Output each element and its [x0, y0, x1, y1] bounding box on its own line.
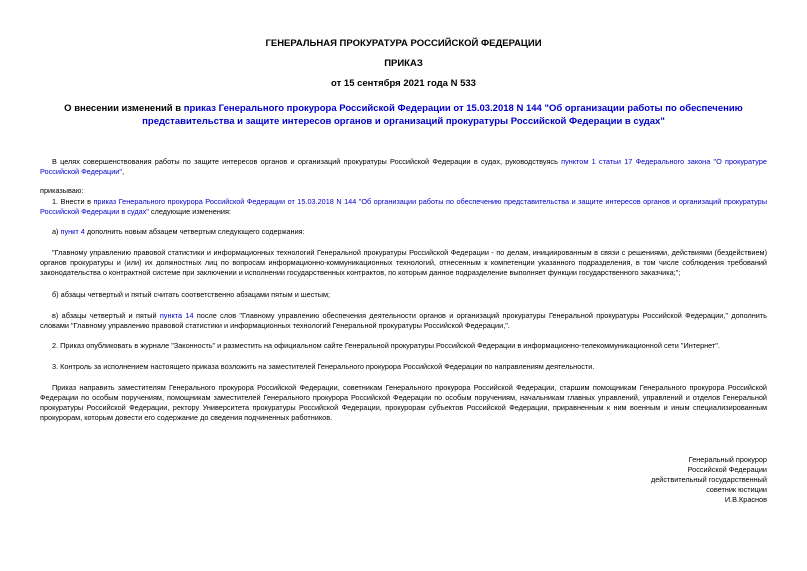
law-link[interactable]: пунктом 1 статьи 17 Федерального закона "О прокуратуре Российской Федерации" — [40, 157, 767, 176]
subject-link[interactable]: приказ Генерального прокурора Российской Федерации от 15.03.2018 N 144 "Об организации работы по обеспечению представительства и защите интересов органов и организаций прокуратуры Российской Федерации в судах" — [142, 103, 743, 127]
signature-name: И.В.Краснов — [724, 495, 767, 504]
preamble-end: , — [121, 167, 124, 176]
order-144-link[interactable]: приказ Генерального прокурора Российской Федерации от 15.03.2018 N 144 "Об организации работы по обеспечению представительства и защите интересов органов и организаций прокуратуры Российской Федерации в судах" — [40, 197, 767, 216]
item-3: 3. Контроль за исполнением настоящего приказа возложить на заместителей Генерального прокурора Российской Федерации по направлениям деятельности. — [52, 362, 595, 371]
org-title: ГЕНЕРАЛЬНАЯ ПРОКУРАТУРА РОССИЙСКОЙ ФЕДЕРАЦИИ — [265, 38, 542, 49]
doc-date-number: от 15 сентября 2021 года N 533 — [331, 78, 476, 89]
item-1 — [40, 197, 767, 217]
item-v — [40, 311, 767, 331]
signature-line-1: Генеральный прокурор — [688, 455, 767, 464]
item-1-prefix: 1. Внести в — [52, 197, 94, 206]
preamble-text: В целях совершенствования работы по защите интересов органов и организаций прокуратуры Российской Федерации в судах, руководствуясь — [52, 157, 562, 166]
distribution: Приказ направить заместителям Генерального прокурора Российской Федерации, советникам Генерального прокурора Российской Федерации, старшим помощникам Генерального прокурора Российской Федерации по особым поручениям, помощникам заместителей Генерального прокурора Российской Федерации по особым поручениям, начальникам главных управлений, управлений и отделов Генеральной прокуратуры Российской Федерации, ректору Университета прокуратуры Российской Федерации, прокурорам субъектов Российской Федерации, приравненным к ним военным и иным специализированным прокурорам, которым довести его содержание до сведения подчиненных работников. — [40, 383, 767, 422]
doc-type: ПРИКАЗ — [384, 58, 423, 69]
punkt-14-link[interactable]: пункта 14 — [159, 311, 194, 320]
doc-subject — [30, 103, 777, 128]
item-1-suffix: следующие изменения: — [148, 207, 231, 216]
subject-prefix: О внесении изменений в — [64, 103, 184, 114]
signature-line-3: действительный государственный — [650, 475, 767, 484]
punkt-4-link[interactable]: пункт 4 — [60, 227, 85, 236]
item-2: 2. Приказ опубликовать в журнале "Законность" и разместить на официальном сайте Генеральной прокуратуры Российской Федерации в информационно-телекоммуникационной сети "Интернет". — [52, 341, 720, 350]
item-b: б) абзацы четвертый и пятый считать соответственно абзацами пятым и шестым; — [52, 290, 330, 299]
item-a — [40, 227, 767, 237]
item-a-suffix: дополнить новым абзацем четвертым следующего содержания: — [84, 227, 305, 236]
item-v-suffix: после слов "Главному управлению обеспечения деятельности органов и организаций прокуратуры Генеральной прокуратуры Российской Федерации," дополнить словами "Главному управлению правовой статистики и информационных технологий Генеральной прокуратуры Российской Федерации,". — [40, 311, 767, 330]
signature-block — [651, 455, 767, 505]
signature-line-2: Российской Федерации — [687, 465, 767, 474]
item-a-prefix: а) — [52, 227, 61, 236]
order-word: приказываю: — [40, 186, 84, 195]
item-v-prefix: в) абзацы четвертый и пятый — [52, 311, 160, 320]
signature-line-4: советник юстиции — [706, 485, 767, 494]
preamble — [40, 157, 767, 177]
item-a-quote: "Главному управлению правовой статистики и информационных технологий Генеральной прокуратуры Российской Федерации - по делам, инициированным в связи с решениями, действиями (бездействием) органов прокуратуры и (или) их должностных лиц по вопросам информационно-коммуникационных технологий, отнесенным к компетенции указанного подразделения, в том числе соблюдения требований законодательства о контрактной системе при заключении и исполнении государственных контрактов, по которым данное подразделение выполняет функции государственного заказчика;"; — [40, 248, 767, 277]
